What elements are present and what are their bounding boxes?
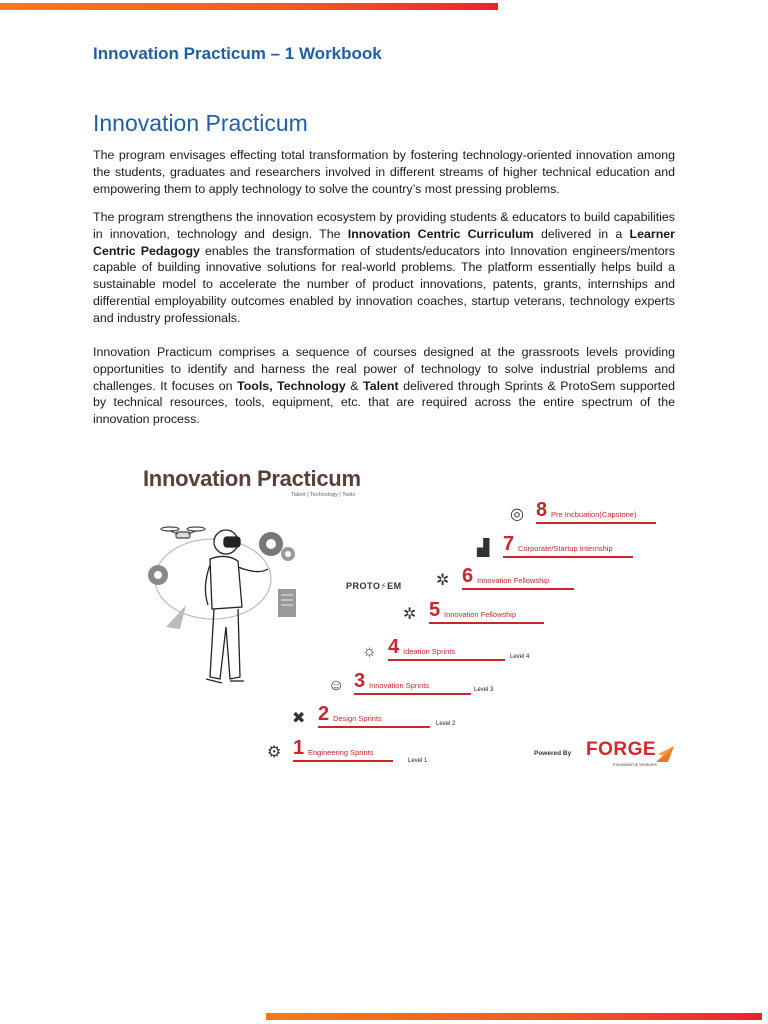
protosem-logo: PROTO⚡EM bbox=[346, 581, 402, 591]
bold-tools-technology: Tools, Technology bbox=[237, 378, 346, 393]
bold-innovation-centric-curriculum: Innovation Centric Curriculum bbox=[347, 226, 534, 241]
network-icon: ✲ bbox=[403, 606, 417, 623]
step-6: ✲ 6 Innovation Fellowship bbox=[462, 568, 574, 590]
drone-icon bbox=[161, 527, 205, 538]
level-3-label: Level 3 bbox=[474, 687, 494, 693]
person-figure bbox=[205, 530, 268, 683]
workbook-title: Innovation Practicum – 1 Workbook bbox=[93, 44, 382, 63]
step-5: ✲ 5 Innovation Fellowship bbox=[429, 602, 544, 624]
rocket-target-icon: ◎ bbox=[510, 506, 524, 523]
network-icon: ✲ bbox=[436, 572, 450, 589]
step-3: ☺ 3 Innovation Sprints bbox=[354, 673, 466, 695]
lightbulb-hand-icon: ☼ bbox=[362, 643, 377, 660]
step-1: ⚙ 1 Engineering Sprints bbox=[293, 740, 385, 762]
tools-icon: ✖ bbox=[292, 710, 306, 727]
figure-title: Innovation Practicum bbox=[143, 466, 361, 491]
gears-icon: ⚙ bbox=[267, 744, 282, 761]
section-title: Innovation Practicum bbox=[93, 110, 308, 136]
vr-person-illustration bbox=[138, 517, 308, 717]
step-2: ✖ 2 Design Sprints bbox=[318, 706, 418, 728]
forge-arrow-icon bbox=[654, 742, 676, 764]
gear-icon bbox=[259, 532, 295, 561]
level-1-label: Level 1 bbox=[408, 758, 428, 764]
bold-talent: Talent bbox=[363, 378, 399, 393]
innovation-practicum-figure bbox=[138, 462, 678, 780]
brain-icon: ☺ bbox=[328, 677, 345, 694]
bold-learner-centric-pedagogy: Learner Centric Pedagogy bbox=[93, 226, 675, 258]
paragraph-3: Innovation Practicum comprises a sequence of courses designed at the grassroots levels providing opportunities to identify and harness the real power of technology to solve industrial problems and challenges. It focuses on Tools, Technology & Talent delivered through Sprints & ProtoSem supported by technical resources, tools, equipment, etc. that are required across the entire spectrum of the innovation process. bbox=[93, 345, 675, 427]
step-8: ◎ 8 Pre Incbuation(Capstone) bbox=[536, 502, 654, 524]
document-icon bbox=[278, 589, 296, 617]
forge-logo: FORGE bbox=[586, 739, 657, 760]
figure-subtitle: Talent | Technology | Tools bbox=[291, 492, 356, 498]
paragraph-1: The program envisages effecting total transformation by fostering technology-oriented innovation among the students, graduates and researchers involved in different streams of higher technical education and empowering them to apply technology to solve the country’s most pressing problems. bbox=[93, 148, 675, 196]
powered-by-label: Powered By bbox=[534, 750, 572, 757]
paper-plane-icon bbox=[166, 605, 186, 629]
step-7: ▟ 7 Corporate/Startup Internship bbox=[503, 536, 631, 558]
person-laptop-icon: ▟ bbox=[477, 540, 490, 557]
paragraph-2: The program strengthens the innovation ecosystem by providing students & educators to build capabilities in innovation, technology and design. The Innovation Centric Curriculum delivered in a Learner Centric Pedagogy enables the transformation of students/educators into Innovation engineers/mentors capable of building innovative solutions for real-world problems. The platform essentially helps build a sustainable model to accelerate the number of product innovations, patents, grants, internships and differential employability outcomes enabled by innovation coaches, startup veterans, technology experts and industry professionals. bbox=[93, 210, 675, 325]
gear-icon bbox=[148, 565, 168, 585]
bottom-accent-bar bbox=[266, 1013, 762, 1020]
top-accent-bar bbox=[0, 3, 498, 10]
level-2-label: Level 2 bbox=[436, 721, 456, 727]
step-4: ☼ 4 Ideation Sprints bbox=[388, 639, 505, 661]
forge-subtitle: Innovation & Ventures bbox=[613, 762, 658, 767]
level-4-label: Level 4 bbox=[510, 654, 530, 660]
